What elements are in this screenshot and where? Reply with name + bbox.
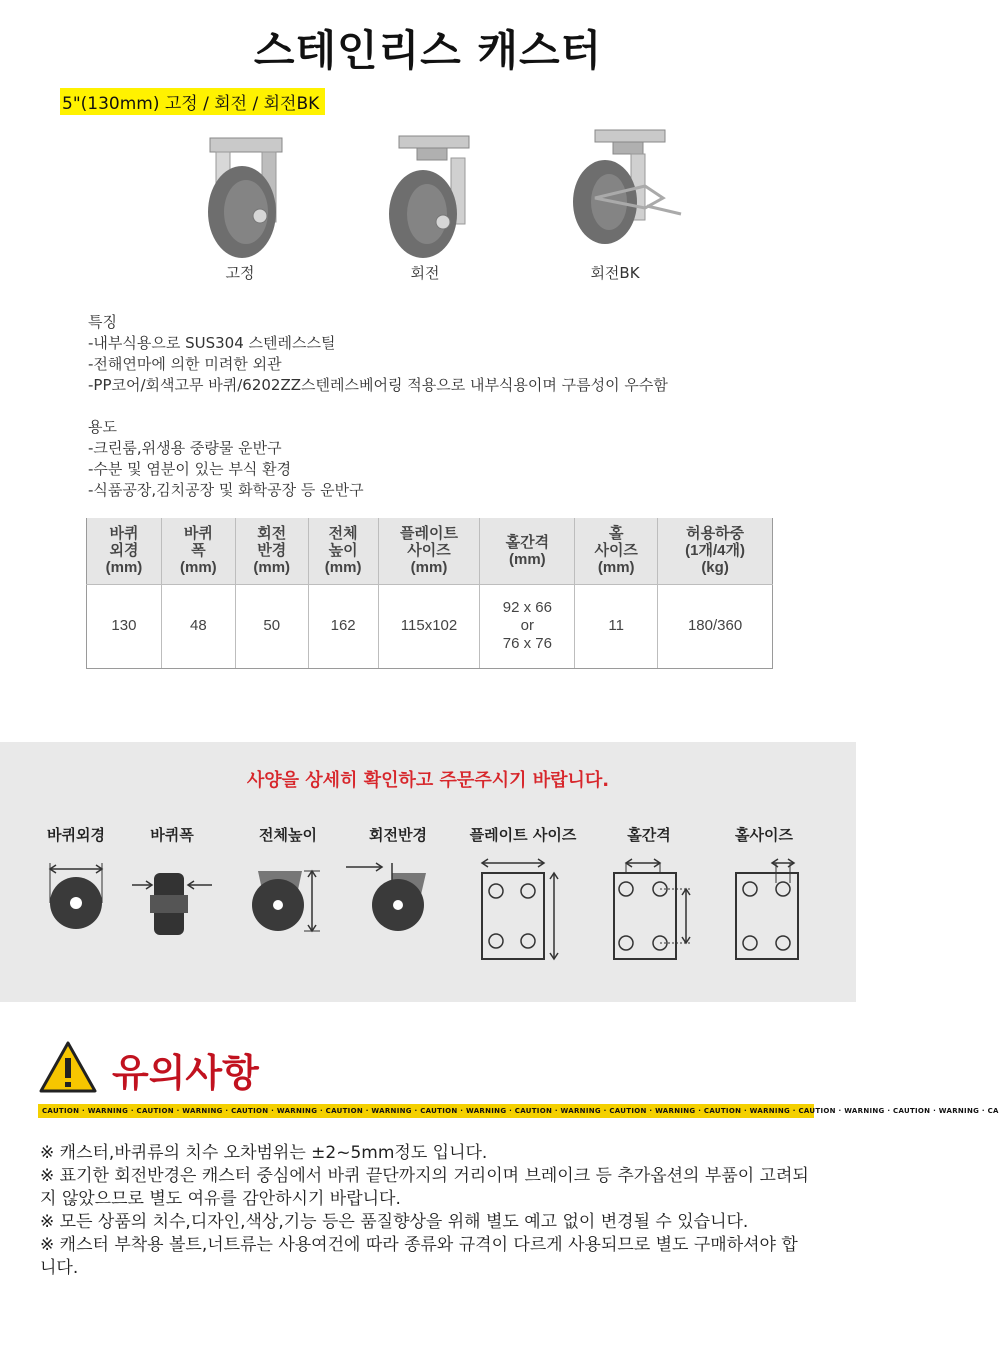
page-title: 스테인리스 캐스터 — [253, 26, 603, 75]
header-load-capacity: 허용하중 (1개/4개) (kg) — [658, 518, 773, 584]
feature-line: -PP코어/회색고무 바퀴/6202ZZ스텐레스베어링 적용으로 내부식용이며 구름성이 우수함 — [88, 376, 668, 394]
swivel-caster-image — [365, 128, 485, 258]
dim-wheel-width: 바퀴폭 — [130, 824, 214, 939]
table-row — [87, 584, 773, 668]
usage-heading: 용도 — [88, 418, 117, 436]
model-line: 5"(130mm) 고정 / 회전 / 회전BK — [60, 88, 325, 115]
note-item: ※ 표기한 회전반경은 캐스터 중심에서 바퀴 끝단까지의 거리이며 브레이크 등 추가옵션의 부품이 고려되지 않았으므로 별도 여유를 감안하시기 바랍니다. — [40, 1166, 809, 1209]
features-heading: 특징 — [88, 313, 117, 331]
product-swivel-brake — [535, 110, 695, 290]
usage-line: -크린룸,위생용 중량물 운반구 — [88, 439, 282, 457]
product-caption: 회전BK — [590, 264, 640, 282]
cell-wheel-diameter: 130 — [87, 584, 162, 668]
spec-table — [86, 518, 773, 669]
note-item: ※ 캐스터 부착용 볼트,너트류는 사용여건에 따라 종류와 규격이 다르게 사용되므로 별도 구매하셔야 합니다. — [40, 1235, 798, 1278]
dimension-guide-title: 사양을 상세히 확인하고 주문주시기 바랍니다. — [246, 770, 610, 791]
wheel-width-icon — [130, 859, 214, 939]
note-item: ※ 캐스터,바퀴류의 치수 오차범위는 ±2~5mm정도 입니다. — [40, 1143, 488, 1163]
feature-line: -내부식용으로 SUS304 스텐레스스틸 — [88, 334, 336, 352]
swivel-radius-icon — [356, 859, 440, 939]
note-item: ※ 모든 상품의 치수,디자인,색상,기능 등은 품질향상을 위해 별도 예고 없이 변경될 수 있습니다. — [40, 1212, 749, 1232]
feature-line: -전해연마에 의한 미려한 외관 — [88, 355, 282, 373]
caution-notes — [40, 1142, 810, 1280]
usage-line: -식품공장,김치공장 및 화학공장 등 운반구 — [88, 481, 364, 499]
cell-total-height: 162 — [308, 584, 378, 668]
cell-hole-size: 11 — [575, 584, 658, 668]
swivel-brake-caster-image — [555, 128, 685, 258]
header-wheel-diameter: 바퀴 외경 (mm) — [87, 518, 162, 584]
warning-triangle-icon — [38, 1040, 98, 1096]
cell-load-capacity: 180/360 — [658, 584, 773, 668]
hole-spacing-icon — [604, 859, 694, 959]
dim-hole-size: 홀사이즈 — [724, 824, 804, 959]
dim-hole-spacing: 홀간격 — [604, 824, 694, 959]
cell-plate-size: 115x102 — [378, 584, 480, 668]
fixed-caster-image — [180, 128, 300, 258]
caution-tape: CAUTION · WARNING · CAUTION · WARNING · CAUTION · WARNING · CAUTION · WARNING · CAUTION · WARNING · CAUTION · WARNING · CAUTION · WARNING · CAUTION · WARNING · CAUTION · WARNING · CAUTION · WARNING · CA — [38, 1104, 814, 1118]
product-fixed — [160, 110, 320, 290]
total-height-icon — [246, 859, 330, 939]
header-total-height: 전체 높이 (mm) — [308, 518, 378, 584]
dim-swivel-radius: 회전반경 — [356, 824, 440, 939]
header-plate-size: 플레이트 사이즈 (mm) — [378, 518, 480, 584]
plate-size-icon — [464, 859, 582, 959]
dimension-guide — [0, 742, 856, 1002]
spec-text — [88, 312, 668, 501]
usage-line: -수분 및 염분이 있는 부식 환경 — [88, 460, 292, 478]
product-swivel — [345, 110, 505, 290]
dim-total-height: 전체높이 — [246, 824, 330, 939]
header-hole-spacing: 홀간격 (mm) — [480, 518, 575, 584]
hole-size-icon — [724, 859, 804, 959]
dim-wheel-diameter: 바퀴외경 — [44, 824, 108, 939]
dim-plate-size: 플레이트 사이즈 — [464, 824, 582, 959]
header-wheel-width: 바퀴 폭 (mm) — [161, 518, 235, 584]
cell-wheel-width: 48 — [161, 584, 235, 668]
product-caption: 회전 — [410, 264, 440, 282]
header-hole-size: 홀 사이즈 (mm) — [575, 518, 658, 584]
product-images — [110, 110, 750, 290]
cell-swivel-radius: 50 — [235, 584, 308, 668]
product-caption: 고정 — [225, 264, 255, 282]
wheel-diameter-icon — [44, 859, 108, 939]
table-header-row — [87, 518, 773, 584]
caution-title: 유의사항 — [112, 1051, 259, 1095]
cell-hole-spacing: 92 x 66 or 76 x 76 — [480, 584, 575, 668]
header-swivel-radius: 회전 반경 (mm) — [235, 518, 308, 584]
